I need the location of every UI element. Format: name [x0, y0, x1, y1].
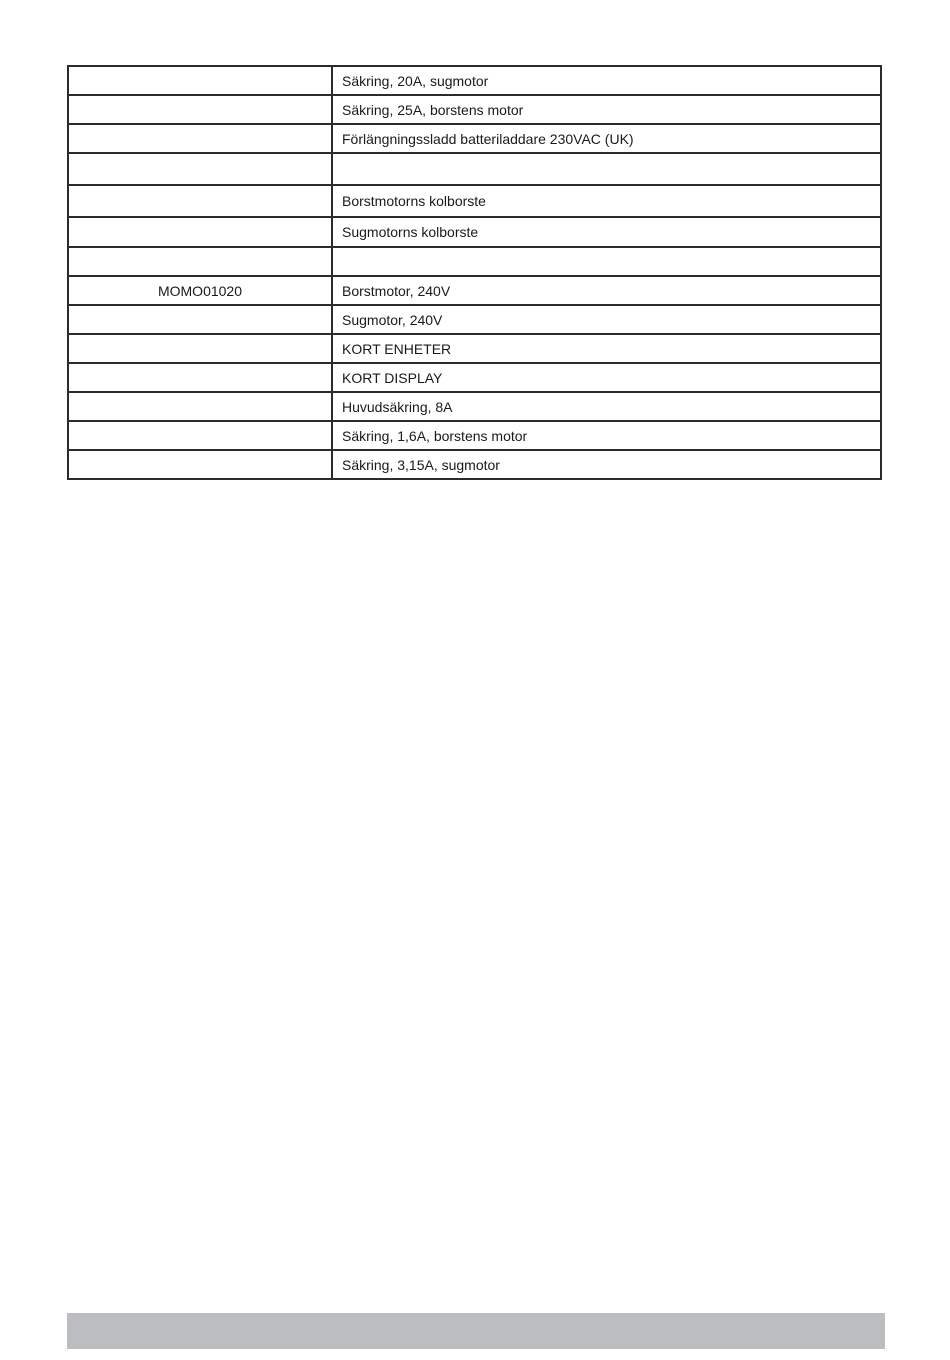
table-row: [68, 247, 881, 276]
table-row: [68, 450, 881, 479]
part-description-cell: Borstmotor, 240V: [332, 276, 881, 305]
table-row: [68, 153, 881, 185]
part-description-cell: Förlängningssladd batteriladdare 230VAC (UK): [332, 124, 881, 153]
part-description-cell: Säkring, 25A, borstens motor: [332, 95, 881, 124]
part-code-cell: [68, 217, 332, 247]
table-row: [68, 392, 881, 421]
part-code-cell: [68, 153, 332, 185]
table-row: [68, 217, 881, 247]
page-footer-bar: [67, 1313, 885, 1349]
part-code-cell: [68, 185, 332, 217]
part-description-cell: KORT ENHETER: [332, 334, 881, 363]
part-description-cell: Säkring, 20A, sugmotor: [332, 66, 881, 95]
part-code-cell: [68, 247, 332, 276]
part-description-cell: Säkring, 1,6A, borstens motor: [332, 421, 881, 450]
part-code-cell: [68, 334, 332, 363]
part-code-cell: [68, 124, 332, 153]
table-row: [68, 185, 881, 217]
part-description-cell: [332, 247, 881, 276]
part-description-cell: Sugmotor, 240V: [332, 305, 881, 334]
table-row: [68, 124, 881, 153]
table-row: [68, 276, 881, 305]
part-description-cell: Sugmotorns kolborste: [332, 217, 881, 247]
part-description-cell: Huvudsäkring, 8A: [332, 392, 881, 421]
part-code-cell: [68, 66, 332, 95]
part-description-cell: [332, 153, 881, 185]
table-row: [68, 305, 881, 334]
part-code-cell: [68, 392, 332, 421]
table-row: [68, 66, 881, 95]
part-code-cell: [68, 363, 332, 392]
parts-table: [67, 65, 882, 480]
part-description-cell: KORT DISPLAY: [332, 363, 881, 392]
part-code-cell: [68, 450, 332, 479]
part-code-cell: [68, 421, 332, 450]
part-code-cell: [68, 95, 332, 124]
part-code-cell: MOMO01020: [68, 276, 332, 305]
part-description-cell: Säkring, 3,15A, sugmotor: [332, 450, 881, 479]
table-row: [68, 421, 881, 450]
table-row: [68, 334, 881, 363]
table-row: [68, 363, 881, 392]
part-description-cell: Borstmotorns kolborste: [332, 185, 881, 217]
table-row: [68, 95, 881, 124]
part-code-cell: [68, 305, 332, 334]
